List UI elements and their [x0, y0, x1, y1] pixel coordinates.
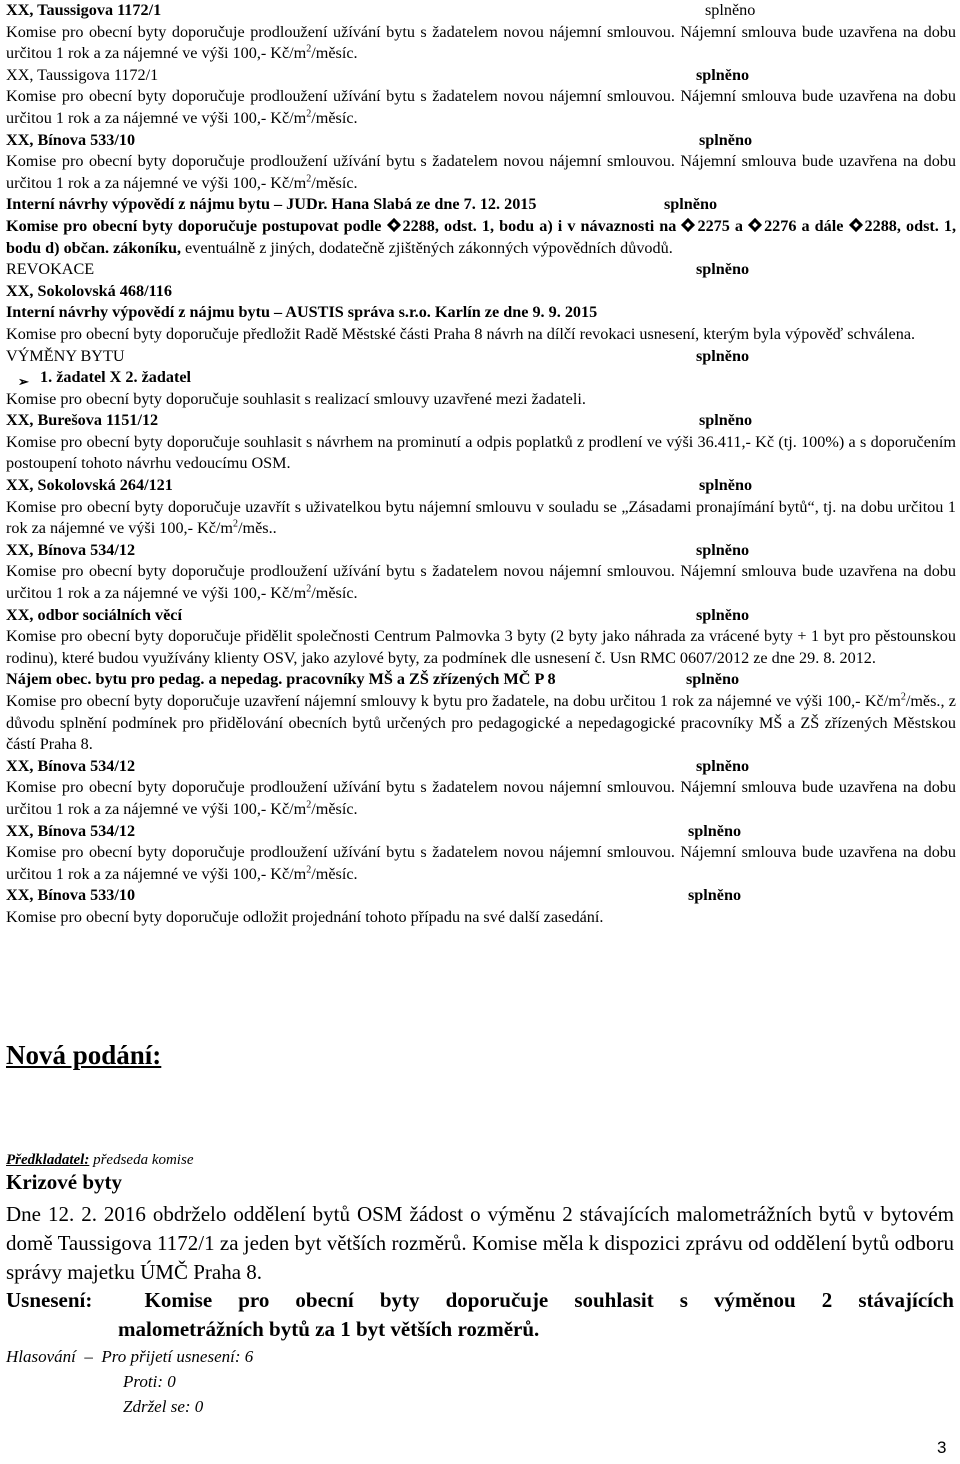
submitter-label: Předkladatel:	[6, 1152, 90, 1168]
entry-heading: XX, Bínova 534/12	[6, 540, 136, 559]
status-label: splněno	[705, 1, 756, 19]
entry-text: Komise pro obecní byty doporučuje předložit Radě Městské části Praha 8 návrh na dílčí revokaci usnesení, kterým byla výpověď schválena.	[6, 324, 916, 343]
entry-heading: XX, Bínova 534/12	[6, 821, 136, 840]
entry-heading: Interní návrhy výpovědí z nájmu bytu – JUDr. Hana Slabá ze dne 7. 12. 2015	[6, 195, 537, 214]
paragraph-sign-icon	[386, 218, 400, 232]
entry-text: Komise pro obecní byty doporučuje prodloužení užívání bytu s žadatelem novou nájemní smlouvou. Nájemní smlouva bude uzavřena na dobu určitou 1 rok a za nájemné ve výši 100,- $Kč/m^2$/měsíc.	[6, 562, 956, 603]
entry-heading: XX, odbor sociálních věcí	[6, 605, 182, 624]
status-label: splněno	[696, 605, 750, 624]
minutes-page	[6, 0, 956, 929]
paragraph-sign-icon	[748, 218, 762, 232]
status-label: splněno	[696, 346, 750, 365]
bullet-item: ➢ 1. žadatel X 2. žadatel	[6, 367, 956, 389]
entry-heading: XX, Bínova 533/10	[6, 130, 136, 149]
resolution-text-2: malometrážních bytů za 1 byt větších rozměrů.	[118, 1317, 540, 1341]
entry-text: Komise pro obecní byty doporučuje odložit projednání tohoto případu na své další zasedání.	[6, 907, 604, 926]
section-title: Nová podání:	[6, 1040, 162, 1070]
resolution-text-1: Komise pro obecní byty doporučuje souhlasit s výměnou 2 stávajících	[144, 1288, 954, 1312]
entry-heading: Interní návrhy výpovědí z nájmu bytu – AUSTIS správa s.r.o. Karlín ze dne 9. 9. 2015	[6, 303, 598, 322]
entry-heading: Nájem obec. bytu pro pedag. a nepedag. pracovníky MŠ a ZŠ zřízených MČ P 8	[6, 670, 556, 689]
submitter-line	[6, 1152, 193, 1169]
entry-heading-row	[6, 756, 956, 778]
entry-heading-row	[6, 259, 956, 281]
voting-abstain: Zdržel se: 0	[123, 1397, 204, 1416]
entry-heading: XX, Sokolovská 468/116	[6, 281, 172, 300]
submitter-value: předseda komise	[93, 1152, 194, 1168]
topic-description: Dne 12. 2. 2016 obdrželo oddělení bytů OSM žádost o výměnu 2 stávajících malometrážních bytů v bytovém domě Taussigova 1172/1 za jeden byt větších rozměrů. Komise měla k dispozici zprávu od oddělení bytů odboru správy majetku ÚMČ Praha 8.	[6, 1202, 954, 1284]
entry-text: Komise pro obecní byty doporučuje prodloužení užívání bytu s žadatelem novou nájemní smlouvou. Nájemní smlouva bude uzavřena na dobu určitou 1 rok a za nájemné ve výši 100,- $Kč/m^2$/měsíc.	[6, 152, 956, 192]
entry-heading: XX, Taussigova 1172/1	[6, 1, 162, 19]
topic-title: Krizové byty	[6, 1170, 123, 1194]
status-label: splněno	[696, 260, 750, 279]
entry-text: Komise pro obecní byty doporučuje prodloužení užívání bytu s žadatelem novou nájemní smlouvou. Nájemní smlouva bude uzavřena na dobu určitou 1 rok a za nájemné ve výši 100,- $Kč/m^2$/měsíc.	[6, 22, 956, 63]
page-number: 3	[937, 1438, 947, 1457]
voting-for: Pro přijetí usnesení: 6	[101, 1347, 254, 1366]
new-submissions-section	[6, 1040, 954, 1416]
status-label: splněno	[699, 476, 753, 495]
entry-text: Komise pro obecní byty doporučuje postupovat podle 2288, odst. 1, bodu a) i v návaznosti na 2275 a 2276 a dále 2288, odst. 1, bodu d) občan. zákoníku, eventuálně z jiných, dodatečně zjištěných zákonných výpovědních důvodů.	[6, 216, 957, 257]
status-label: splněno	[699, 411, 753, 430]
entry-heading: XX, Burešova 1151/12	[6, 411, 159, 430]
entry-heading-row	[6, 475, 956, 497]
entry-heading: XX, Bínova 534/12	[6, 756, 136, 775]
entry-text: Komise pro obecní byty doporučuje přidělit společnosti Centrum Palmovka 3 byty (2 byty jako náhrada za vrácené byty + 1 byt pro pěstounskou rodinu), které budou využívány klienty OSV, jako azylové byty, za podmínek dle usnesení č. Usn RMC 0607/2012 ze dne 29. 8. 2012.	[6, 627, 956, 667]
voting-label: Hlasování	[6, 1347, 76, 1366]
entry-heading-row	[6, 130, 956, 152]
entry-heading-row	[6, 605, 956, 627]
entry-heading-row	[6, 194, 956, 216]
entry-heading-row	[6, 0, 956, 22]
entry-heading-row	[6, 821, 956, 843]
entry-heading: XX, Taussigova 1172/1	[6, 65, 159, 84]
entry-heading: XX, Sokolovská 264/121	[6, 476, 173, 495]
entry-heading-row	[6, 669, 956, 691]
entry-text: Komise pro obecní byty doporučuje prodloužení užívání bytu s žadatelem novou nájemní smlouvou. Nájemní smlouva bude uzavřena na dobu určitou 1 rok a za nájemné ve výši 100,- $Kč/m^2$/měsíc.	[6, 843, 956, 883]
status-label: splněno	[688, 886, 742, 905]
entry-heading-row	[6, 65, 956, 87]
status-label: splněno	[696, 65, 750, 84]
status-label: splněno	[686, 670, 740, 689]
paragraph-sign-icon	[681, 218, 695, 232]
paragraph-sign-icon	[848, 218, 862, 232]
voting-block: Hlasování – Pro přijetí usnesení: 6 Proti: 0 Zdržel se: 0	[6, 1344, 253, 1419]
entry-text: Komise pro obecní byty doporučuje souhlasit s realizací smlouvy uzavřené mezi žadateli.	[6, 389, 586, 408]
entry-text: Komise pro obecní byty doporučuje prodloužení užívání bytu s žadatelem novou nájemní smlouvou. Nájemní smlouva bude uzavřena na dobu určitou 1 rok a za nájemné ve výši 100,- $Kč/m^2$/měsíc.	[6, 778, 956, 818]
entry-heading-row	[6, 410, 956, 432]
entry-text: Komise pro obecní byty doporučuje uzavřít s uživatelkou bytu nájemní smlouvu v souladu se „Zásadami pronajímání bytů“, tj. na dobu určitou 1 rok za nájemné ve výši 100,- $Kč/m^2$/měs..	[6, 497, 956, 538]
entry-text: Komise pro obecní byty doporučuje uzavření nájemní smlouvy k bytu pro žadatele, na dobu určitou 1 rok za nájemné ve výši 100,- $Kč/m^2$/měs., z důvodu splnění podmínek pro přidělování obecních bytů určených pro pedagogické a nepedagogické pracovníky MŠ a ZŠ zřízených Městskou částí Praha 8.	[6, 691, 956, 754]
status-label: splněno	[696, 540, 750, 559]
entry-heading-row	[6, 346, 956, 368]
entry-heading-row	[6, 885, 956, 907]
resolution	[6, 1286, 954, 1344]
status-label: splněno	[688, 821, 742, 840]
arrow-bullet-icon: ➢	[18, 374, 29, 390]
entry-text: Komise pro obecní byty doporučuje prodloužení užívání bytu s žadatelem novou nájemní smlouvou. Nájemní smlouva bude uzavřena na dobu určitou 1 rok a za nájemné ve výši 100,- $Kč/m^2$/měsíc.	[6, 87, 956, 127]
entry-heading: XX, Bínova 533/10	[6, 886, 136, 905]
entry-heading: REVOKACE	[6, 260, 95, 279]
entry-heading-row	[6, 302, 956, 324]
status-label: splněno	[699, 130, 753, 149]
status-label: splněno	[696, 756, 750, 775]
voting-against: Proti: 0	[123, 1372, 176, 1391]
entry-text: Komise pro obecní byty doporučuje souhlasit s návrhem na prominutí a odpis poplatků z prodlení ve výši 36.411,- Kč (tj. 100%) a s doporučením postoupení tohoto návrhu vedoucímu OSM.	[6, 432, 956, 473]
resolution-label: Usnesení:	[6, 1288, 93, 1312]
entry-heading: VÝMĚNY BYTU	[6, 346, 125, 365]
entry-heading-row	[6, 281, 956, 303]
status-label: splněno	[664, 195, 718, 214]
entry-heading-row	[6, 540, 956, 562]
